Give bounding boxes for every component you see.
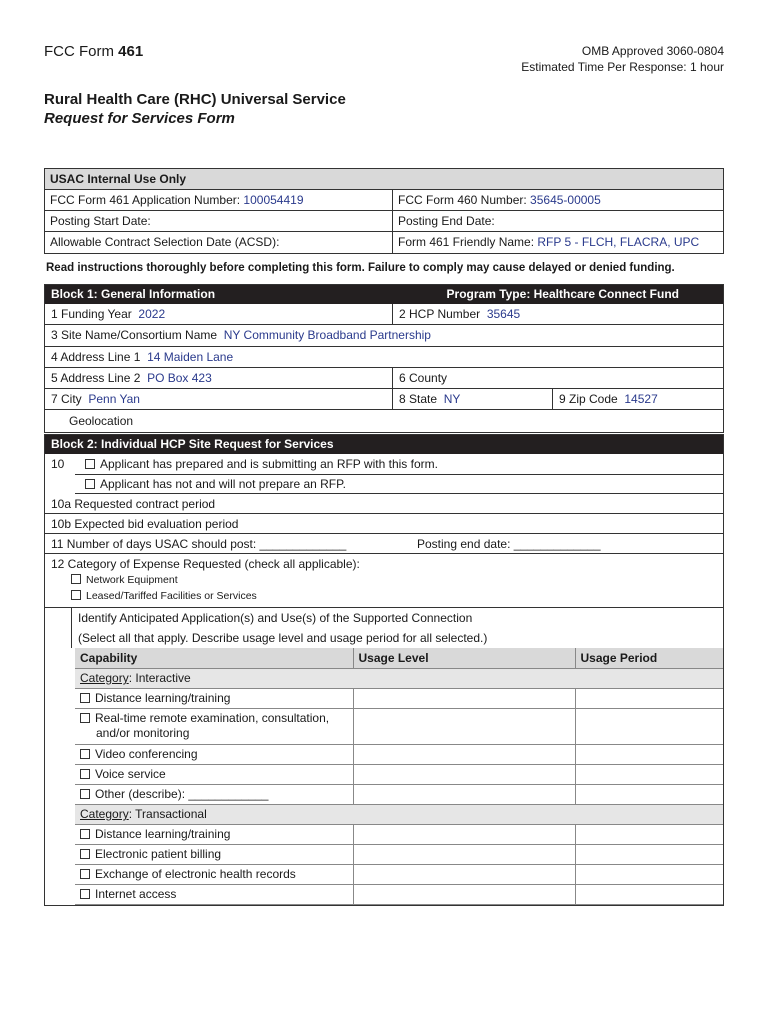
capability-table [75, 648, 723, 905]
usage-period-cell[interactable] [575, 784, 723, 804]
capability-checkbox[interactable] [80, 889, 90, 899]
address1-field[interactable]: 14 Maiden Lane [147, 350, 234, 364]
usage-level-cell[interactable] [353, 884, 575, 904]
app-number-field[interactable]: 100054419 [243, 193, 304, 207]
posting-days-field[interactable]: 11 Number of days USAC should post: _____________ [51, 536, 347, 551]
usage-level-cell[interactable] [353, 824, 575, 844]
zip-field[interactable]: 14527 [624, 392, 658, 406]
bid-evaluation-field[interactable]: 10b Expected bid evaluation period [51, 516, 239, 531]
posting-start-field[interactable]: Posting Start Date: [45, 211, 393, 231]
block1: Block 1: General Information Program Type: Healthcare Connect Fund 1 Funding Year 2022 2 HCP Number 35645 3 Site Name/Consortium Name NY Community Broadband Partnership 4 Address Line 1 14 Maiden Lane 5 Address Line 2 PO Box 423 6 County 7 City Penn Yan 8 State NY 9 Zip Code 14527 Geolocation [44, 284, 724, 433]
county-field[interactable]: 6 County [399, 371, 448, 385]
capability-checkbox[interactable] [80, 769, 90, 779]
table-row: Exchange of electronic health records [75, 864, 723, 884]
col-usage-period: Usage Period [575, 648, 723, 668]
block2-header: Block 2: Individual HCP Site Request for Services [45, 435, 723, 454]
table-row: Distance learning/training [75, 824, 723, 844]
usage-period-cell[interactable] [575, 864, 723, 884]
page-title: Rural Health Care (RHC) Universal Service Request for Services Form [44, 91, 346, 127]
omb-info [521, 43, 724, 75]
table-row: Electronic patient billing [75, 844, 723, 864]
form460-field[interactable]: 35645-00005 [530, 193, 601, 207]
table-row: Other (describe): ____________ [75, 784, 723, 804]
usage-level-cell[interactable] [353, 864, 575, 884]
posting-end-date-field[interactable]: Posting end date: _____________ [417, 536, 601, 551]
table-row: Voice service [75, 764, 723, 784]
capability-checkbox[interactable] [80, 713, 90, 723]
usac-internal-box: USAC Internal Use Only FCC Form 461 Application Number: 100054419 FCC Form 460 Number: 35645-00005 Posting Start Date: Posting End Date: Allowable Contract Selection Date (ACSD): Form 461 Friendly Name: RFP 5 - FLCH, FLACRA, UPC [44, 168, 724, 254]
usage-level-cell[interactable] [353, 764, 575, 784]
contract-period-field[interactable]: 10a Requested contract period [51, 496, 216, 511]
block2: Block 2: Individual HCP Site Request for Services 10 Applicant has prepared and is submitting an RFP with this form. Applicant has not and will not prepare an RFP. 10a Requested contract period 10b Expected bid evaluation period 11 Number of days USAC should post: _____________ Posting end date: _____________ 12 Category of Expense Requested (check all applicable): Network Equipment Leased/Tariffed Facilities or Services Identify Anticipated Application(s) and Use(s) of the Supported Connection (Select all that apply. Describe usage level and usage period for all selected.) Capability Usage Level Usage Period Category: Interactive Distance learning/training Real-time remote examination, consultation, and/or monitoring Video conferencing Voice service Other (describe): ____________ Category: Transactional Distance learning/training Electronic patient billing Exchange of electronic health records Internet access [44, 434, 724, 906]
category-transactional: Category: Transactional [75, 804, 723, 824]
table-row: Real-time remote examination, consultation, and/or monitoring [75, 708, 723, 744]
identify-applications: Identify Anticipated Application(s) and Use(s) of the Supported Connection [78, 611, 473, 625]
usage-level-cell[interactable] [353, 844, 575, 864]
usage-level-cell[interactable] [353, 784, 575, 804]
capability-checkbox[interactable] [80, 829, 90, 839]
time-estimate: Estimated Time Per Response: 1 hour [521, 60, 724, 74]
usage-period-cell[interactable] [575, 708, 723, 744]
usage-period-cell[interactable] [575, 688, 723, 708]
no-rfp-checkbox[interactable] [85, 479, 95, 489]
usage-period-cell[interactable] [575, 844, 723, 864]
table-row: Internet access [75, 884, 723, 904]
usage-level-cell[interactable] [353, 744, 575, 764]
rfp-submitting-checkbox[interactable] [85, 459, 95, 469]
acsd-field[interactable]: Allowable Contract Selection Date (ACSD): [45, 232, 393, 253]
col-usage-level: Usage Level [353, 648, 575, 668]
friendly-name-field[interactable]: RFP 5 - FLCH, FLACRA, UPC [537, 235, 700, 249]
state-field[interactable]: NY [443, 392, 461, 406]
usage-period-cell[interactable] [575, 744, 723, 764]
instructions: Read instructions thoroughly before completing this form. Failure to comply may cause delayed or denied funding. [46, 262, 675, 274]
category-interactive: Category: Interactive [75, 668, 723, 688]
capability-checkbox[interactable] [80, 869, 90, 879]
usage-level-cell[interactable] [353, 708, 575, 744]
site-name-field[interactable]: NY Community Broadband Partnership [223, 328, 431, 342]
form-title: FCC Form 461 [44, 43, 144, 60]
usac-heading: USAC Internal Use Only [45, 169, 723, 190]
usage-level-cell[interactable] [353, 688, 575, 708]
capability-checkbox[interactable] [80, 849, 90, 859]
posting-end-field[interactable]: Posting End Date: [398, 214, 495, 228]
usage-period-cell[interactable] [575, 824, 723, 844]
capability-checkbox[interactable] [80, 789, 90, 799]
leased-facilities-checkbox[interactable] [71, 590, 81, 600]
hcp-number-field[interactable]: 35645 [486, 307, 521, 321]
table-row: Distance learning/training [75, 688, 723, 708]
expense-category-label: 12 Category of Expense Requested (check all applicable): [51, 557, 360, 571]
usage-period-cell[interactable] [575, 764, 723, 784]
capability-checkbox[interactable] [80, 749, 90, 759]
network-equipment-checkbox[interactable] [71, 574, 81, 584]
city-field[interactable]: Penn Yan [88, 392, 140, 406]
table-row: Video conferencing [75, 744, 723, 764]
omb-approval: OMB Approved 3060-0804 [581, 44, 724, 58]
col-capability: Capability [75, 648, 353, 668]
capability-checkbox[interactable] [80, 693, 90, 703]
geolocation-field[interactable]: Geolocation [69, 414, 134, 428]
funding-year-field[interactable]: 2022 [138, 307, 166, 321]
address2-field[interactable]: PO Box 423 [147, 371, 212, 385]
usage-period-cell[interactable] [575, 884, 723, 904]
block1-header: Block 1: General Information Program Type: Healthcare Connect Fund [45, 285, 723, 304]
identify-note: (Select all that apply. Describe usage level and usage period for all selected.) [78, 631, 488, 645]
